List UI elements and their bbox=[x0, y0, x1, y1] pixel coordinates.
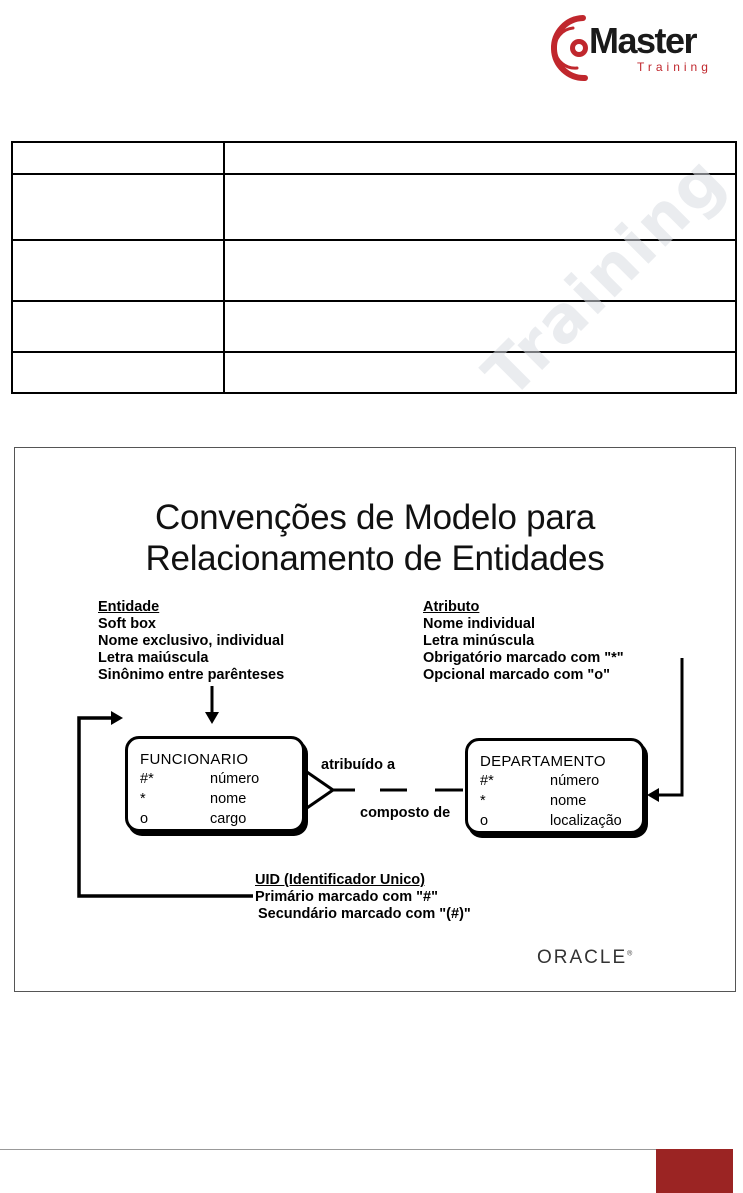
slide-title-line2: Relacionamento de Entidades bbox=[145, 539, 605, 578]
attribute-name: cargo bbox=[210, 811, 247, 827]
logo-word: Master bbox=[589, 20, 697, 61]
oracle-logo-text: ORACLE bbox=[537, 947, 628, 968]
slide-title-line1: Convenções de Modelo para bbox=[154, 498, 595, 537]
watermark: Training bbox=[470, 142, 741, 413]
attribute-name: nome bbox=[550, 793, 587, 809]
entity-pointer-arrowhead bbox=[205, 712, 219, 724]
attribute-pointer-arrowhead bbox=[647, 788, 659, 802]
oracle-logo bbox=[537, 947, 634, 969]
table-row bbox=[12, 352, 736, 393]
attribute-notes-heading: Atributo bbox=[423, 599, 480, 615]
attribute-name: número bbox=[210, 771, 260, 787]
entity-departamento bbox=[465, 738, 645, 834]
crowfoot-lower bbox=[304, 790, 333, 810]
attribute-name: número bbox=[550, 773, 600, 789]
footer-divider bbox=[0, 1149, 656, 1150]
uid-notes bbox=[255, 872, 471, 923]
attribute-symbol: #* bbox=[480, 773, 494, 789]
attribute-symbol: * bbox=[480, 793, 486, 809]
attribute-name: nome bbox=[210, 791, 247, 807]
table-cell bbox=[224, 301, 736, 352]
relationship-label-top: atribuído a bbox=[321, 757, 396, 773]
table-row bbox=[12, 301, 736, 352]
entity-name: DEPARTAMENTO bbox=[480, 753, 606, 770]
attribute-note-line: Nome individual bbox=[423, 616, 535, 632]
table-cell bbox=[12, 174, 224, 240]
uid-notes-heading: UID (Identificador Unico) bbox=[255, 872, 425, 888]
table-cell bbox=[12, 301, 224, 352]
uid-note-line: Primário marcado com "#" bbox=[255, 889, 438, 905]
attribute-symbol: o bbox=[480, 813, 489, 829]
table-cell bbox=[12, 352, 224, 393]
page-number-box bbox=[656, 1149, 733, 1193]
crowfoot-upper bbox=[304, 770, 333, 790]
logo-subtitle: Training bbox=[637, 60, 712, 74]
attribute-symbol: o bbox=[140, 811, 149, 827]
oracle-logo-mark: ® bbox=[627, 950, 635, 958]
attribute-note-line: Letra minúscula bbox=[423, 633, 535, 649]
uid-pointer-arrowhead bbox=[111, 711, 123, 725]
entity-note-line: Sinônimo entre parênteses bbox=[98, 667, 285, 683]
entity-note-line: Letra maiúscula bbox=[98, 650, 209, 666]
slide bbox=[14, 447, 736, 992]
uid-note-line: Secundário marcado com "(#)" bbox=[258, 906, 471, 922]
attribute-note-line: Obrigatório marcado com "*" bbox=[423, 650, 624, 666]
entity-notes-heading: Entidade bbox=[98, 599, 160, 615]
entity-note-line: Soft box bbox=[98, 616, 156, 632]
table-row bbox=[12, 142, 736, 174]
attribute-note-line: Opcional marcado com "o" bbox=[423, 667, 610, 683]
entity-funcionario bbox=[125, 736, 305, 832]
attribute-name: localização bbox=[550, 813, 622, 829]
table-cell bbox=[12, 142, 224, 174]
entity-note-line: Nome exclusivo, individual bbox=[98, 633, 285, 649]
relationship-label-bottom: composto de bbox=[360, 805, 451, 821]
attribute-symbol: #* bbox=[140, 771, 154, 787]
entity-name: FUNCIONARIO bbox=[140, 751, 249, 768]
master-training-logo bbox=[527, 8, 727, 86]
table-cell bbox=[12, 240, 224, 301]
attribute-pointer-line bbox=[657, 658, 682, 795]
attribute-symbol: * bbox=[140, 791, 146, 807]
